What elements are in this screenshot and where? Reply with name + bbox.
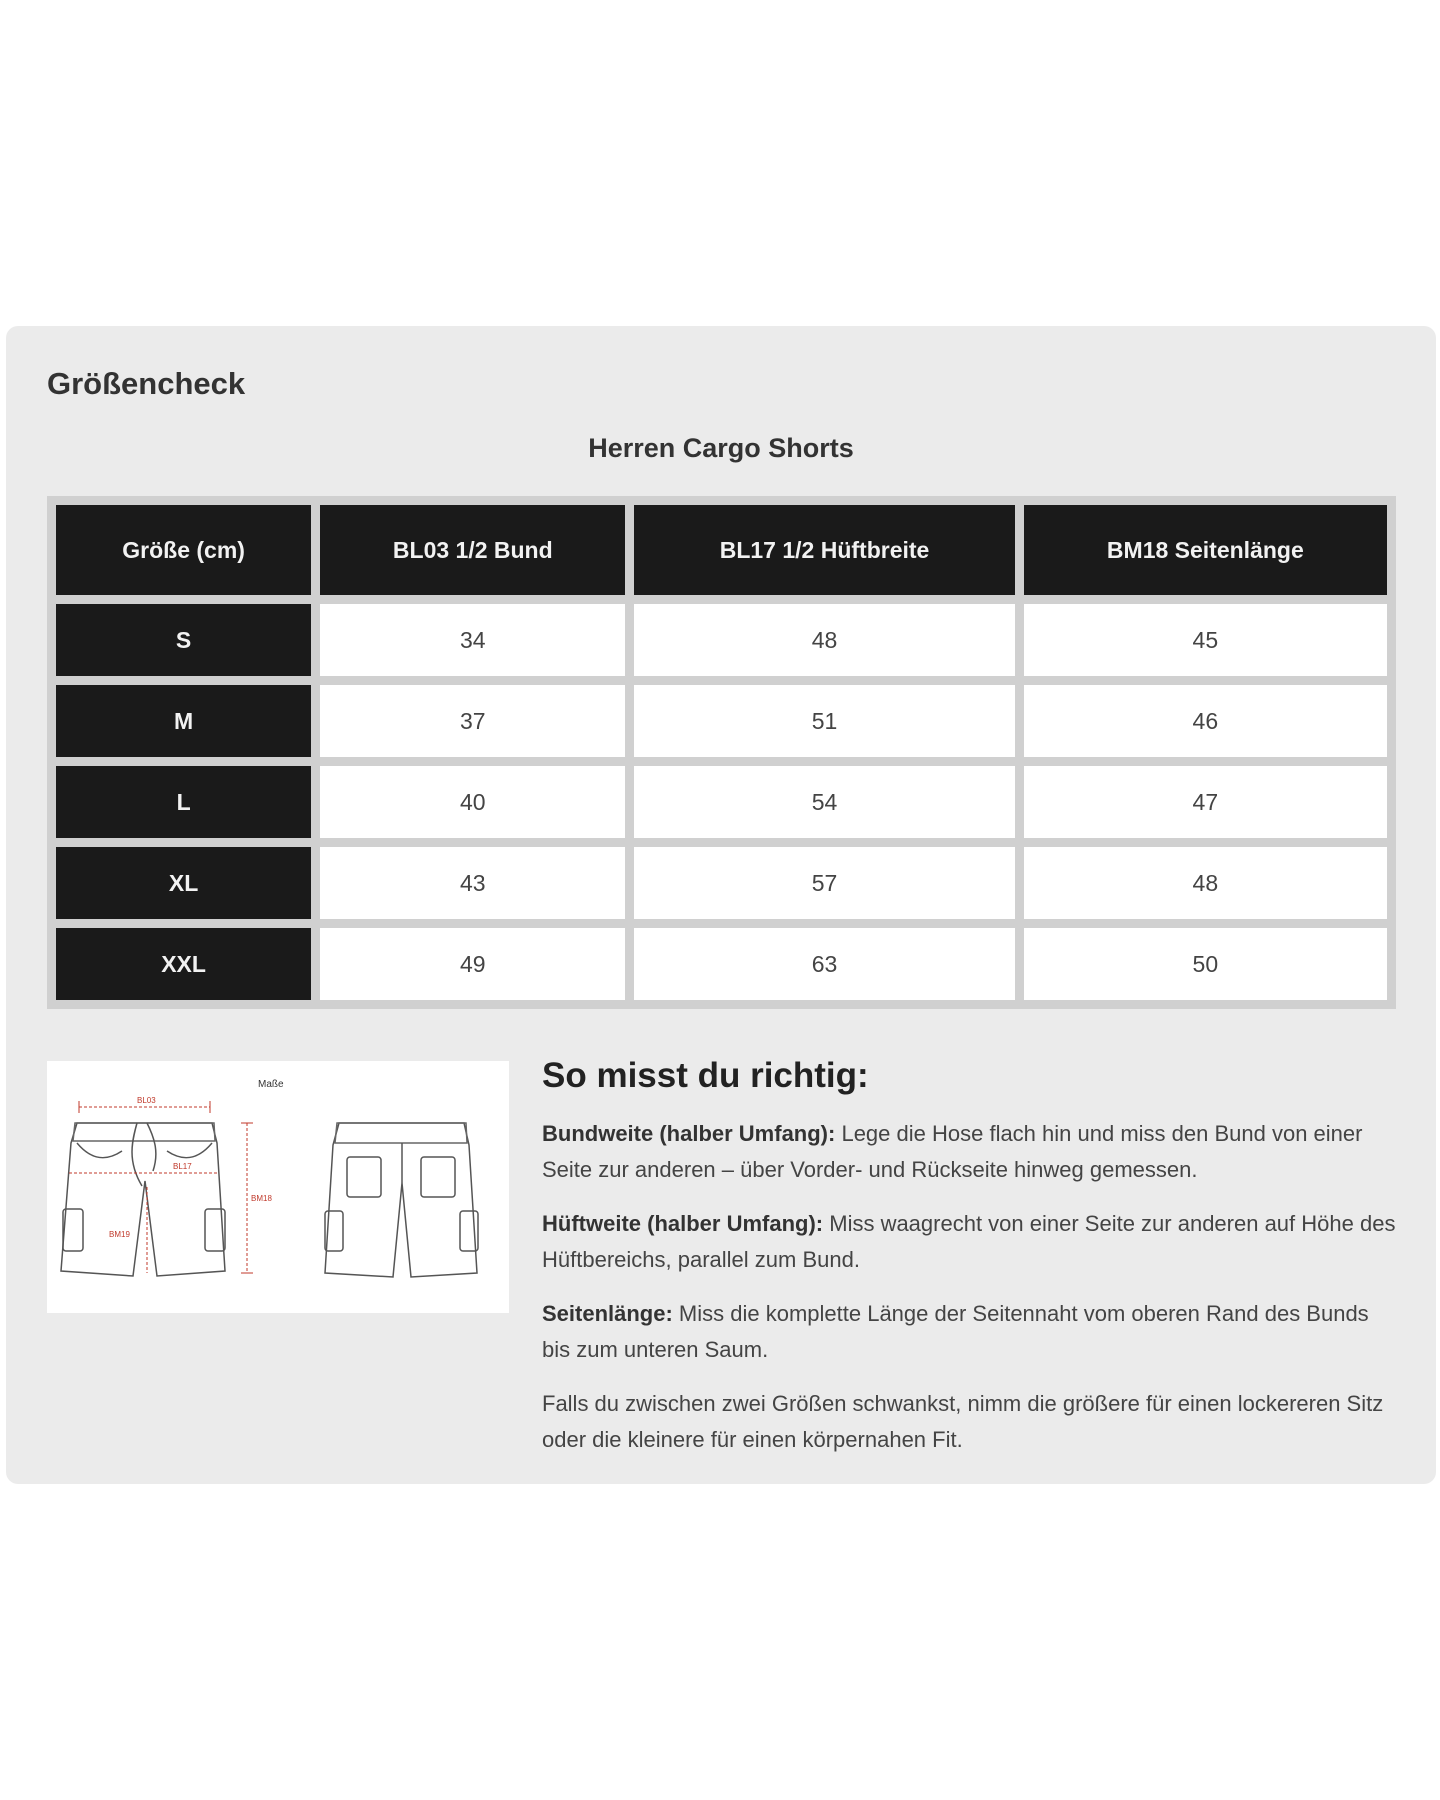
waist-value: 37 bbox=[320, 685, 625, 757]
hip-value: 63 bbox=[634, 928, 1014, 1000]
side-measure-label: BM18 bbox=[251, 1194, 272, 1203]
waist-value: 49 bbox=[320, 928, 625, 1000]
guide-item-side-length bbox=[542, 1296, 1402, 1368]
table-row bbox=[56, 685, 1387, 757]
header-side-length: BM18 Seitenlänge bbox=[1024, 505, 1387, 595]
size-label: S bbox=[56, 604, 311, 676]
shorts-front-icon bbox=[61, 1123, 225, 1276]
header-waist: BL03 1/2 Bund bbox=[320, 505, 625, 595]
shorts-back-icon bbox=[325, 1123, 478, 1277]
table-title: Herren Cargo Shorts bbox=[588, 433, 854, 463]
diagram-caption: Maße bbox=[258, 1079, 284, 1090]
table-row bbox=[56, 847, 1387, 919]
waist-value: 34 bbox=[320, 604, 625, 676]
table-header-row bbox=[56, 505, 1387, 595]
header-size: Größe (cm) bbox=[56, 505, 311, 595]
hip-value: 57 bbox=[634, 847, 1014, 919]
table-row bbox=[56, 928, 1387, 1000]
size-label: M bbox=[56, 685, 311, 757]
hip-value: 54 bbox=[634, 766, 1014, 838]
measurement-diagram bbox=[47, 1061, 509, 1313]
hip-value: 48 bbox=[634, 604, 1014, 676]
guide-note: Falls du zwischen zwei Größen schwankst, nimm die größere für einen lockereren Sitz oder die kleinere für einen körpernahen Fit. bbox=[542, 1391, 1384, 1452]
header-hip: BL17 1/2 Hüftbreite bbox=[634, 505, 1014, 595]
waist-value: 43 bbox=[320, 847, 625, 919]
guide-term: Hüftweite (halber Umfang): bbox=[542, 1211, 824, 1236]
guide-term: Bundweite (halber Umfang): bbox=[542, 1121, 836, 1146]
side-length-value: 46 bbox=[1024, 685, 1387, 757]
side-length-value: 45 bbox=[1024, 604, 1387, 676]
hip-value: 51 bbox=[634, 685, 1014, 757]
guide-text: Lege die Hose flach hin und miss den Bund von einer Seite zur anderen – über Vorder- und Rückseite hinweg gemessen. bbox=[542, 1121, 1363, 1182]
side-length-value: 50 bbox=[1024, 928, 1387, 1000]
size-table bbox=[47, 496, 1396, 1009]
side-length-value: 47 bbox=[1024, 766, 1387, 838]
size-label: XL bbox=[56, 847, 311, 919]
guide-term: Seitenlänge: bbox=[542, 1301, 673, 1326]
page-title: Größencheck bbox=[47, 366, 246, 401]
size-guide-card bbox=[6, 326, 1436, 1484]
side-length-value: 48 bbox=[1024, 847, 1387, 919]
guide-heading: So misst du richtig: bbox=[542, 1056, 869, 1095]
table-row bbox=[56, 766, 1387, 838]
waist-value: 40 bbox=[320, 766, 625, 838]
table-row bbox=[56, 604, 1387, 676]
inseam-measure-label: BM19 bbox=[109, 1230, 130, 1239]
shorts-sketch-image bbox=[47, 1061, 509, 1313]
hip-measure-label: BL17 bbox=[173, 1162, 192, 1171]
guide-item-hip bbox=[542, 1206, 1402, 1278]
size-label: L bbox=[56, 766, 311, 838]
guide-text: Miss waagrecht von einer Seite zur anderen auf Höhe des Hüftbereichs, parallel zum Bund. bbox=[542, 1211, 1396, 1272]
waist-measure-label: BL03 bbox=[137, 1096, 156, 1105]
guide-item-waist bbox=[542, 1116, 1402, 1188]
measuring-guide bbox=[542, 1056, 1402, 1476]
guide-text: Miss die komplette Länge der Seitennaht vom oberen Rand des Bunds bis zum unteren Saum. bbox=[542, 1301, 1369, 1362]
size-label: XXL bbox=[56, 928, 311, 1000]
